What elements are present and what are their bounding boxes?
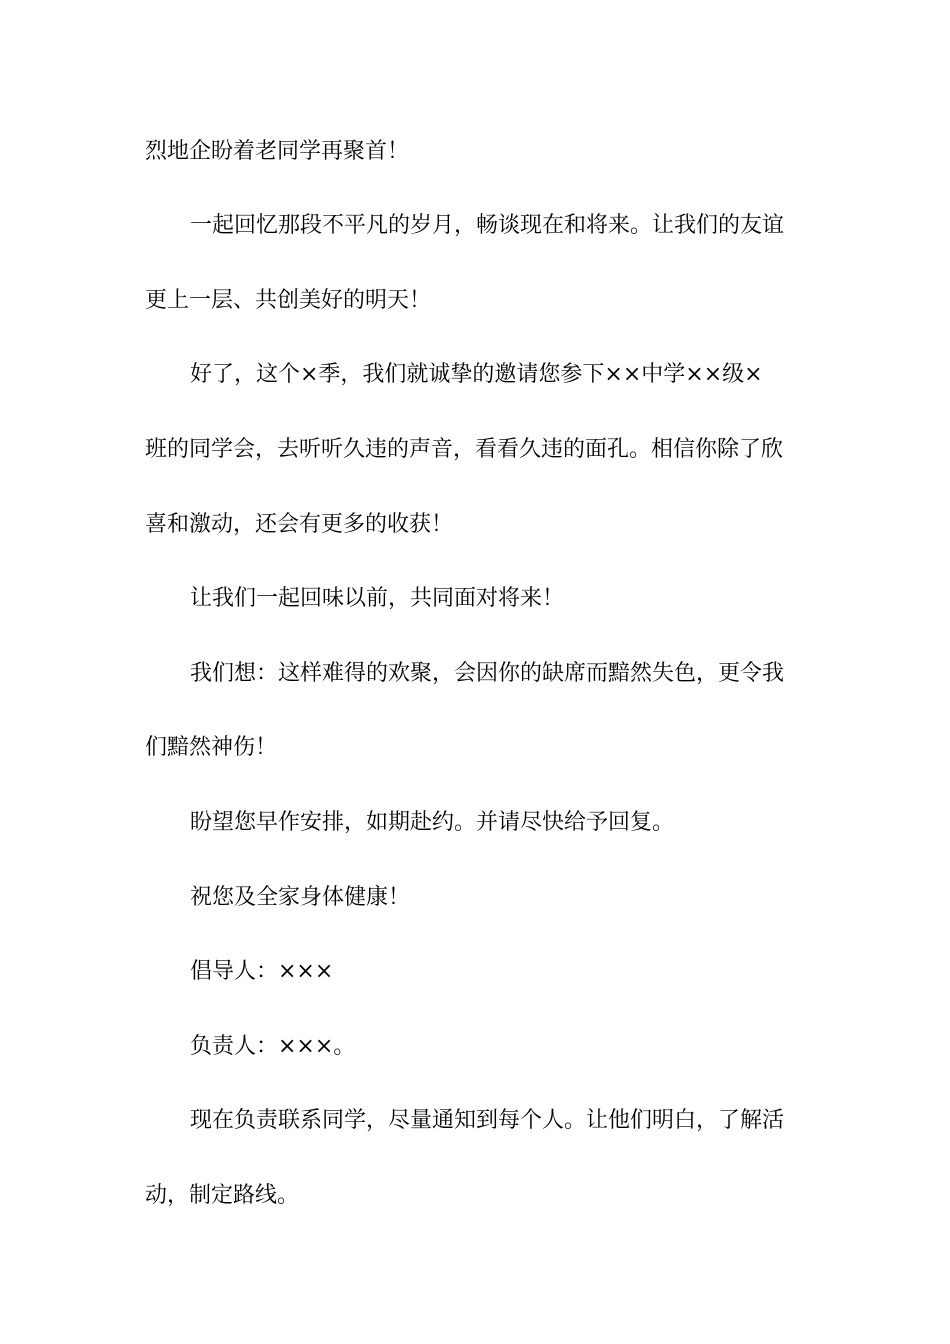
organizer-line: 负责人：×××。 bbox=[190, 1034, 356, 1059]
paragraph-contact: 现在负责联系同学，尽量通知到每个人。让他们明白，了解活 bbox=[190, 1108, 785, 1133]
paragraph-look-back: 让我们一起回味以前，共同面对将来！ bbox=[190, 586, 565, 611]
text-line-continuation: 动，制定路线。 bbox=[145, 1183, 300, 1208]
paragraph-reply-request: 盼望您早作安排，如期赴约。并请尽快给予回复。 bbox=[190, 810, 675, 835]
text-line-continuation: 喜和激动，还会有更多的收获！ bbox=[145, 512, 454, 537]
text-line-continuation: 烈地企盼着老同学再聚首！ bbox=[145, 139, 410, 164]
paragraph-reminisce: 一起回忆那段不平凡的岁月，畅谈现在和将来。让我们的友谊 bbox=[190, 213, 785, 238]
paragraph-wishes: 祝您及全家身体健康！ bbox=[190, 885, 411, 910]
paragraph-invitation: 好了，这个×季，我们就诚挚的邀请您参下××中学××级× bbox=[190, 362, 763, 387]
text-line-continuation: 们黯然神伤！ bbox=[145, 735, 278, 760]
text-line-continuation: 班的同学会，去听听久违的声音，看看久违的面孔。相信你除了欣 bbox=[145, 437, 784, 462]
paragraph-absence: 我们想：这样难得的欢聚，会因你的缺席而黯然失色，更令我 bbox=[190, 661, 785, 686]
text-line-continuation: 更上一层、共创美好的明天！ bbox=[145, 288, 432, 313]
initiator-line: 倡导人：××× bbox=[190, 959, 334, 984]
